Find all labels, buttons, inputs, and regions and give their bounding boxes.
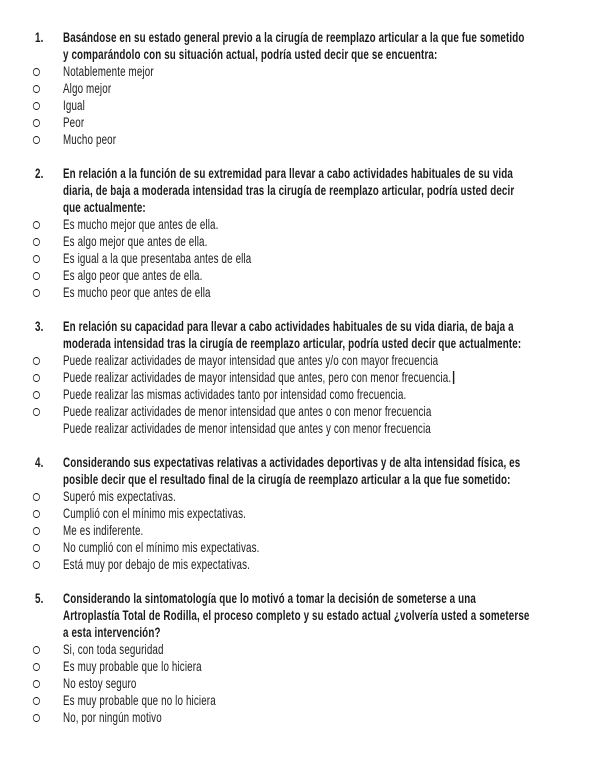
option-row xyxy=(0,505,600,522)
question-text-line: diaria, de baja a moderada intensidad tras la cirugía de reemplazo articular, podría usted decir xyxy=(63,182,515,198)
radio-bullet-icon[interactable] xyxy=(33,493,40,501)
question-number: 1. xyxy=(35,29,44,45)
question-text-line: Artroplastía Total de Rodilla, el proceso completo y su estado actual ¿volvería usted a someterse xyxy=(63,607,530,623)
option-label: Es algo peor que antes de ella. xyxy=(63,267,203,283)
question-text-line: posible decir que el resultado final de la cirugía de reemplazo articular a la que fue sometido: xyxy=(63,471,511,487)
option-row xyxy=(0,641,600,658)
radio-bullet-icon[interactable] xyxy=(33,238,40,246)
question-text-line: Considerando la sintomatología que lo motivó a tomar la decisión de someterse a una xyxy=(63,590,476,606)
radio-bullet-icon[interactable] xyxy=(33,357,40,365)
question-number: 2. xyxy=(35,165,44,181)
option-row xyxy=(0,250,600,267)
option-label: Cumplió con el mínimo mis expectativas. xyxy=(63,505,247,521)
radio-bullet-icon[interactable] xyxy=(33,391,40,399)
radio-bullet-icon[interactable] xyxy=(33,663,40,671)
option-label: Notablemente mejor xyxy=(63,63,154,79)
option-label: No cumplió con el mínimo mis expectativas. xyxy=(63,539,260,555)
radio-bullet-icon[interactable] xyxy=(33,289,40,297)
question-number: 4. xyxy=(35,454,44,470)
option-label: Puede realizar actividades de menor intensidad que antes y con menor frecuencia xyxy=(63,420,431,436)
question-block xyxy=(0,318,600,437)
option-label: Puede realizar las mismas actividades tanto por intensidad como frecuencia. xyxy=(63,386,407,402)
option-row xyxy=(0,420,600,437)
question-head xyxy=(0,590,600,641)
option-row xyxy=(0,709,600,726)
option-row xyxy=(0,80,600,97)
option-row xyxy=(0,284,600,301)
question-block xyxy=(0,454,600,573)
option-row xyxy=(0,233,600,250)
option-label: Es muy probable que no lo hiciera xyxy=(63,692,216,708)
radio-bullet-icon[interactable] xyxy=(33,221,40,229)
question-number: 5. xyxy=(35,590,44,606)
option-label: No, por ningún motivo xyxy=(63,709,162,725)
question-text-line: En relación a la función de su extremidad para llevar a cabo actividades habituales de su vida xyxy=(63,165,513,181)
question-text-line: moderada intensidad tras la cirugía de reemplazo articular, podría usted decir que actualmente: xyxy=(63,335,522,351)
option-row xyxy=(0,556,600,573)
question-block xyxy=(0,29,600,148)
option-label: Puede realizar actividades de mayor intensidad que antes, pero con menor frecuencia. xyxy=(63,369,452,385)
option-label: Igual xyxy=(63,97,85,113)
radio-bullet-icon[interactable] xyxy=(33,374,40,382)
question-text-line: Basándose en su estado general previo a la cirugía de reemplazo articular a la que fue sometido xyxy=(63,29,525,45)
radio-bullet-icon[interactable] xyxy=(33,510,40,518)
question-text-line: Considerando sus expectativas relativas a actividades deportivas y de alta intensidad física, es xyxy=(63,454,521,470)
option-label: Peor xyxy=(63,114,85,130)
option-label: Es muy probable que lo hiciera xyxy=(63,658,202,674)
option-row xyxy=(0,63,600,80)
option-label: Es igual a la que presentaba antes de ella xyxy=(63,250,252,266)
questionnaire xyxy=(0,29,600,726)
option-label: No estoy seguro xyxy=(63,675,137,691)
option-label: Puede realizar actividades de mayor intensidad que antes y/o con mayor frecuencia xyxy=(63,352,439,368)
radio-bullet-icon[interactable] xyxy=(33,85,40,93)
radio-bullet-icon[interactable] xyxy=(33,255,40,263)
radio-bullet-icon[interactable] xyxy=(33,544,40,552)
radio-bullet-icon[interactable] xyxy=(33,136,40,144)
option-label: Me es indiferente. xyxy=(63,522,144,538)
option-row xyxy=(0,692,600,709)
option-row xyxy=(0,386,600,403)
text-cursor xyxy=(453,371,454,384)
radio-bullet-icon[interactable] xyxy=(33,697,40,705)
option-row xyxy=(0,403,600,420)
option-label: Es mucho peor que antes de ella xyxy=(63,284,211,300)
question-text-line: En relación su capacidad para llevar a cabo actividades habituales de su vida diaria, de baja a xyxy=(63,318,514,334)
option-row xyxy=(0,114,600,131)
option-row xyxy=(0,131,600,148)
option-row xyxy=(0,267,600,284)
radio-bullet-icon[interactable] xyxy=(33,272,40,280)
option-label: Es algo mejor que antes de ella. xyxy=(63,233,208,249)
option-label: Puede realizar actividades de menor intensidad que antes o con menor frecuencia xyxy=(63,403,432,419)
question-head xyxy=(0,454,600,488)
option-row xyxy=(0,352,600,369)
radio-bullet-icon[interactable] xyxy=(33,680,40,688)
radio-bullet-icon[interactable] xyxy=(33,119,40,127)
option-row xyxy=(0,216,600,233)
option-row xyxy=(0,522,600,539)
question-text-line: a esta intervención? xyxy=(63,624,161,640)
option-label: Está muy por debajo de mis expectativas. xyxy=(63,556,250,572)
option-label: Si, con toda seguridad xyxy=(63,641,164,657)
question-head xyxy=(0,165,600,216)
question-head xyxy=(0,29,600,63)
question-block xyxy=(0,590,600,726)
option-row xyxy=(0,488,600,505)
option-row xyxy=(0,97,600,114)
radio-bullet-icon[interactable] xyxy=(33,408,40,416)
option-label: Algo mejor xyxy=(63,80,112,96)
question-head xyxy=(0,318,600,352)
option-label: Superó mis expectativas. xyxy=(63,488,176,504)
question-number: 3. xyxy=(35,318,44,334)
radio-bullet-icon[interactable] xyxy=(33,561,40,569)
option-label: Mucho peor xyxy=(63,131,117,147)
radio-bullet-icon[interactable] xyxy=(33,527,40,535)
option-label: Es mucho mejor que antes de ella. xyxy=(63,216,219,232)
radio-bullet-icon[interactable] xyxy=(33,714,40,722)
radio-bullet-icon[interactable] xyxy=(33,102,40,110)
option-row xyxy=(0,369,600,386)
option-row xyxy=(0,658,600,675)
question-block xyxy=(0,165,600,301)
question-text-line: y comparándolo con su situación actual, podría usted decir que se encuentra: xyxy=(63,46,438,62)
question-text-line: que actualmente: xyxy=(63,199,146,215)
option-row xyxy=(0,675,600,692)
radio-bullet-icon[interactable] xyxy=(33,646,40,654)
radio-bullet-icon[interactable] xyxy=(33,68,40,76)
option-row xyxy=(0,539,600,556)
